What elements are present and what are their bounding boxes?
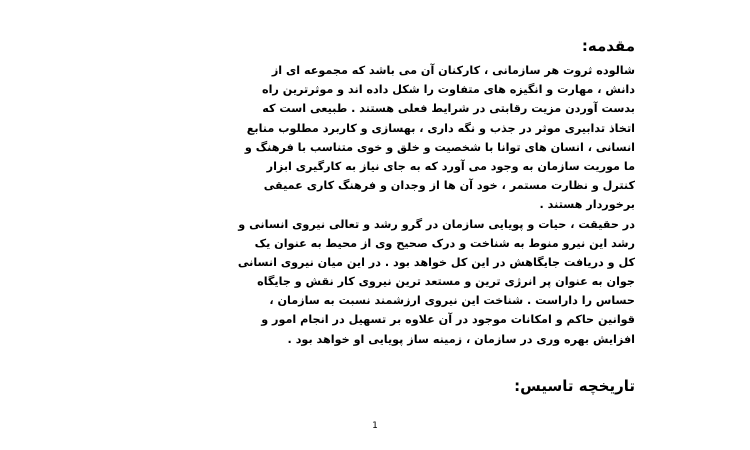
introduction-paragraph [115,61,635,349]
text-line: قوانین حاکم و امکانات موجود در آن علاوه بر تسهیل در انجام امور و [261,313,635,327]
section-heading-introduction: مقدمه: [581,37,635,55]
text-line: بدست آوردن مزیت رقابتی در شرایط فعلی هستند . طبیعی است که [262,102,635,116]
text-line: جوان به عنوان پر انرژی ترین و مستعد ترین نیروی کار نقش و جایگاه [257,275,635,289]
text-line: افزایش بهره وری در سازمان ، زمینه ساز پویایی او خواهد بود . [287,332,635,346]
page-number: 1 [372,421,378,431]
text-line: دانش ، مهارت و انگیزه های متفاوت را شکل داده اند و موثرترین راه [261,83,635,97]
text-line: حساس را داراست . شناخت این نیروی ارزشمند نسبت به سازمان ، [269,294,635,308]
text-line: ما موریت سازمان به وجود می آورد که به جای نیاز به کارگیری ابزار [266,159,635,173]
text-line: اتخاذ تدابیری موثر در جذب و نگه داری ، بهسازی و کاربرد مطلوب منابع [246,121,635,135]
text-line: کل و دریافت جایگاهش در این کل خواهد بود . در این میان نیروی انسانی [237,255,635,269]
text-line: انسانی ، انسان های توانا با شخصیت و خلق و خوی متناسب با فرهنگ و [244,140,635,154]
text-line: کنترل و نظارت مستمر ، خود آن ها از وجدان و فرهنگ کاری عمیقی [263,179,635,193]
text-line: شالوده ثروت هر سازمانی ، کارکنان آن می باشد که مجموعه ای از [271,64,635,77]
text-line: در حقیقت ، حیات و پویایی سازمان در گرو رشد و تعالی نیروی انسانی و [238,217,635,231]
section-heading-history: تاریخچه تاسیس: [514,377,635,395]
text-line: رشد این نیرو منوط به شناخت و درک صحیح وی از محیط به عنوان یک [254,236,635,250]
text-line: برخوردار هستند . [539,198,635,212]
